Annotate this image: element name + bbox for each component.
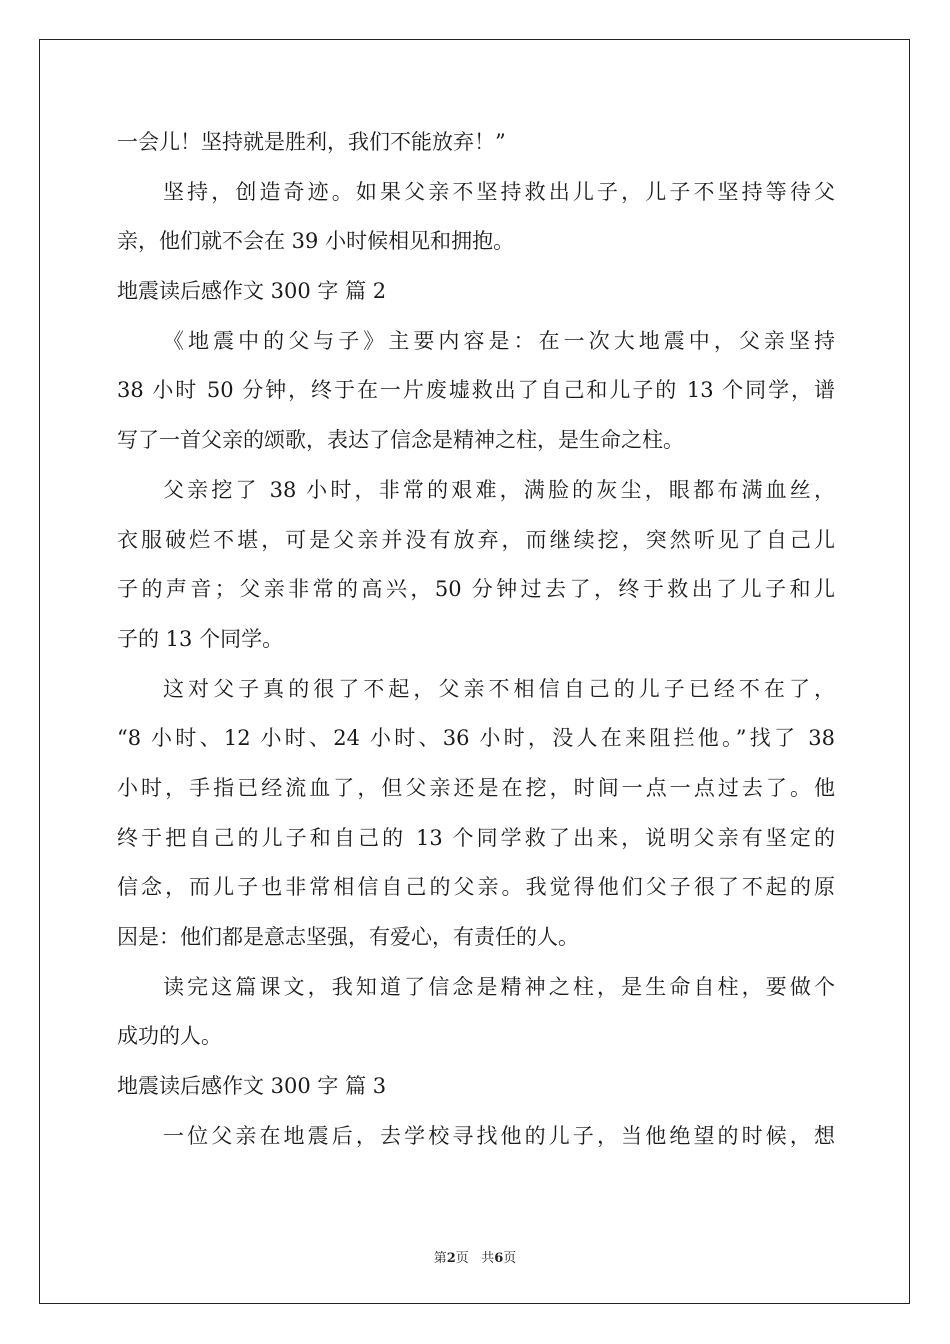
section-heading: 地震读后感作文 300 字 篇 3 (117, 1074, 387, 1099)
text-line: 38 小时 50 分钟，终于在一片废墟救出了自己和儿子的 13 个同学，谱 (117, 378, 835, 403)
text-line: 一会儿！坚持就是胜利，我们不能放弃！” (117, 130, 506, 154)
text-line: 坚持，创造奇迹。如果父亲不坚持救出儿子，儿子不坚持等待父 (163, 179, 835, 204)
total-page-count: 6 (494, 1251, 504, 1266)
text-line: 子的声音；父亲非常的高兴，50 分钟过去了，终于救出了儿子和儿 (117, 577, 835, 602)
text-line: 读完这篇课文，我知道了信念是精神之柱，是生命自柱，要做个 (163, 974, 835, 999)
text-line: 成功的人。 (117, 1024, 222, 1049)
total-pages-suffix: 页 (503, 1251, 517, 1266)
text-line: 一位父亲在地震后，去学校寻找他的儿子，当他绝望的时候，想 (163, 1123, 835, 1148)
text-line: 因是：他们都是意志坚强，有爱心，有责任的人。 (117, 925, 579, 949)
text-line: 小时，手指已经流血了，但父亲还是在挖，时间一点一点过去了。他 (117, 775, 835, 800)
text-line: 子的 13 个同学。 (117, 626, 284, 651)
text-line: 衣服破烂不堪，可是父亲并没有放弃，而继续挖，突然听见了自己儿 (117, 527, 835, 552)
text-line: 《地震中的父与子》主要内容是：在一次大地震中，父亲坚持 (163, 328, 835, 353)
text-line: “8 小时、12 小时、24 小时、36 小时，没人在来阻拦他。”找了 38 (117, 726, 835, 751)
page-number-suffix: 页 (455, 1251, 469, 1266)
section-heading: 地震读后感作文 300 字 篇 2 (117, 279, 387, 304)
text-line: 写了一首父亲的颂歌，表达了信念是精神之柱，是生命之柱。 (117, 428, 684, 453)
page-number-prefix: 第 (433, 1251, 447, 1266)
total-pages-prefix: 共 (481, 1251, 495, 1266)
text-line: 父亲挖了 38 小时，非常的艰难，满脸的灰尘，眼都布满血丝， (163, 477, 835, 502)
text-line: 终于把自己的儿子和自己的 13 个同学救了出来，说明父亲有坚定的 (117, 825, 835, 850)
document-body (117, 118, 835, 1161)
text-line: 信念，而儿子也非常相信自己的父亲。我觉得他们父子很了不起的原 (117, 875, 835, 900)
text-line: 这对父子真的很了不起，父亲不相信自己的儿子已经不在了， (163, 676, 835, 701)
current-page-number: 2 (446, 1251, 456, 1266)
page-footer (0, 1247, 950, 1266)
text-line: 亲，他们就不会在 39 小时候相见和拥抱。 (117, 229, 515, 254)
